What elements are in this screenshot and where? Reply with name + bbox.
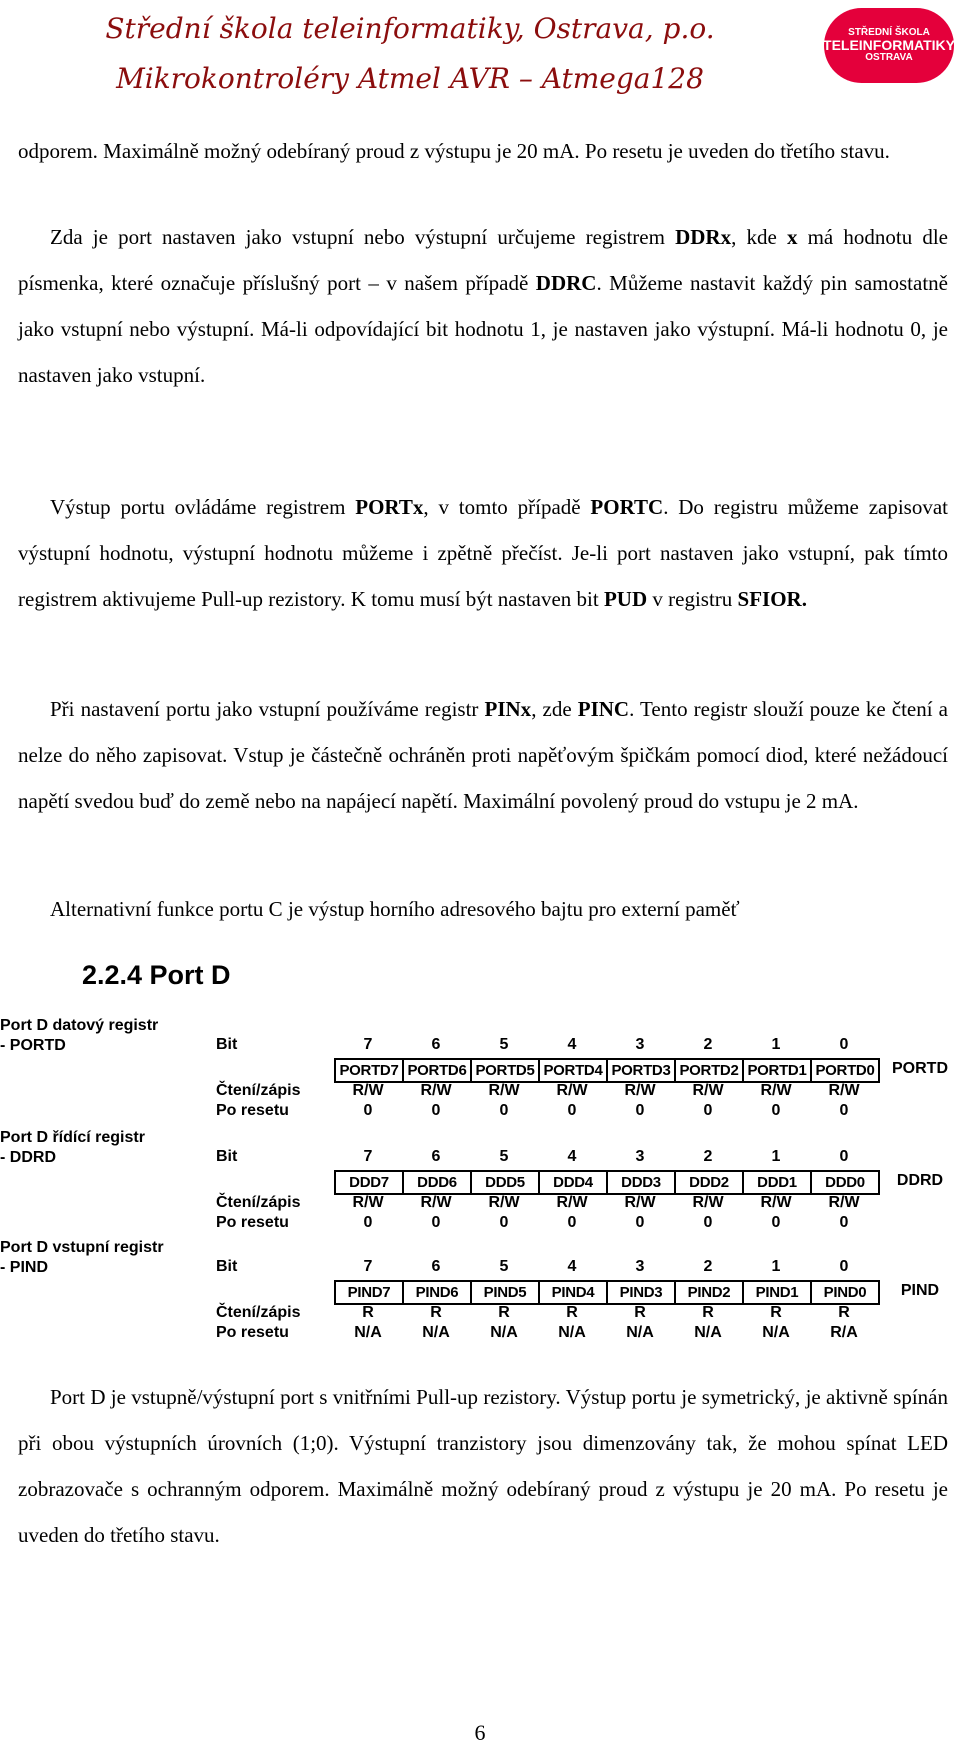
- paragraph-port-d: [18, 1374, 948, 1558]
- header-subject: Mikrokontroléry Atmel AVR – Atmega128: [116, 62, 704, 95]
- bold-term: PORTx: [355, 495, 424, 519]
- bit-name-cell: DDD3: [608, 1172, 676, 1193]
- cell-value: 0: [771, 1214, 781, 1231]
- cell-value: 7: [363, 1148, 373, 1165]
- cell-value: 3: [635, 1036, 645, 1053]
- cell-value: 6: [431, 1148, 441, 1165]
- row-label: Bit: [216, 1148, 238, 1165]
- bit-number-row: [0, 1036, 960, 1056]
- cell-value: 0: [703, 1102, 713, 1119]
- bit-name-cell: PIND3: [608, 1282, 676, 1303]
- cell-value: R/W: [828, 1194, 860, 1211]
- text-run: . Do registru můžeme zapisovat výstupní hodnotu, výstupní hodnotu můžeme i zpětně přečíst. Je-li port nastaven jako vstupní, pak tímto registrem aktivujeme Pull-up rezistory. K tomu musí být nastaven bit: [18, 495, 949, 611]
- bold-term: DDRx: [675, 225, 732, 249]
- register-title: Port D datový registr: [0, 1017, 159, 1034]
- text-run: v registru: [647, 587, 738, 611]
- cell-value: 0: [771, 1102, 781, 1119]
- cell-value: R/W: [624, 1194, 656, 1211]
- cell-value: 0: [363, 1102, 373, 1119]
- bit-name-cell: DDD7: [336, 1172, 404, 1193]
- read-write-row: [0, 1082, 960, 1102]
- text-run: má hodnotu dle písmenka, které označuje příslušný port – v našem případě: [18, 225, 948, 295]
- cell-value: 0: [499, 1214, 509, 1231]
- bit-name-cell: PIND6: [404, 1282, 472, 1303]
- bold-term: SFIOR.: [737, 587, 807, 611]
- bit-name-box: [334, 1170, 880, 1195]
- cell-value: 6: [431, 1258, 441, 1275]
- register-name: PORTD: [892, 1060, 948, 1077]
- bit-number-row: [0, 1148, 960, 1168]
- bit-name-cell: DDD6: [404, 1172, 472, 1193]
- bit-name-cell: PORTD7: [336, 1060, 404, 1081]
- cell-value: 0: [635, 1102, 645, 1119]
- paragraph-text: Alternativní funkce portu C je výstup horního adresového bajtu pro externí paměť: [50, 897, 740, 921]
- register-name: PIND: [900, 1282, 940, 1299]
- cell-value: 7: [363, 1036, 373, 1053]
- reset-value-row: [0, 1324, 960, 1344]
- cell-value: R/A: [830, 1324, 858, 1341]
- text-run: Výstup portu ovládáme registrem: [50, 495, 356, 519]
- text-run: Při nastavení portu jako vstupní používáme registr: [50, 697, 485, 721]
- logo-line-2: TELEINFORMATIKY: [823, 37, 955, 54]
- cell-value: 0: [499, 1102, 509, 1119]
- cell-value: N/A: [762, 1324, 790, 1341]
- bit-name-cell: DDD0: [825, 1174, 865, 1191]
- bold-term: PORTC: [590, 495, 664, 519]
- paragraph-text: [18, 214, 948, 398]
- row-label: Po resetu: [216, 1214, 289, 1231]
- cell-value: 2: [703, 1036, 713, 1053]
- bit-name-cell: DDD2: [676, 1172, 744, 1193]
- text-run: . Tento registr slouží pouze ke čtení a nelze do něho zapisovat. Vstup je částečně ochráněn proti napěťovým špičkám pomocí diod, které nežádoucí napětí svedou buď do země nebo na napájecí napětí. Maximální povolený proud do vstupu je 2 mA.: [18, 697, 948, 813]
- cell-value: R/W: [352, 1194, 384, 1211]
- bit-name-cell: DDD5: [472, 1172, 540, 1193]
- bit-name-cell: DDD1: [744, 1172, 812, 1193]
- row-label: Čtení/zápis: [216, 1194, 301, 1211]
- bit-name-cell: PORTD2: [676, 1060, 744, 1081]
- paragraph-ddr: [18, 214, 948, 398]
- cell-value: N/A: [694, 1324, 722, 1341]
- reset-value-row: [0, 1102, 960, 1122]
- register-title: Port D řídící registr: [0, 1129, 145, 1146]
- cell-value: R: [770, 1304, 782, 1321]
- register-title: Port D vstupní registr: [0, 1239, 164, 1256]
- cell-value: R: [362, 1304, 374, 1321]
- paragraph-text: odporem. Maximálně možný odebíraný proud z výstupu je 20 mA. Po resetu je uveden do třetího stavu.: [18, 139, 890, 163]
- bit-name-cell: PORTD1: [744, 1060, 812, 1081]
- row-label: Čtení/zápis: [216, 1082, 301, 1099]
- cell-value: 6: [431, 1036, 441, 1053]
- register-title-name: - DDRD: [0, 1149, 56, 1166]
- page-header: [0, 0, 960, 110]
- cell-value: R/W: [624, 1082, 656, 1099]
- bit-name-cell: PORTD0: [815, 1062, 875, 1079]
- bit-name-cell: PIND4: [540, 1282, 608, 1303]
- cell-value: R/W: [488, 1082, 520, 1099]
- cell-value: R/W: [692, 1082, 724, 1099]
- cell-value: 0: [839, 1258, 849, 1275]
- cell-value: R/W: [420, 1082, 452, 1099]
- cell-value: R: [498, 1304, 510, 1321]
- cell-value: R/W: [352, 1082, 384, 1099]
- cell-value: N/A: [558, 1324, 586, 1341]
- cell-value: 0: [431, 1214, 441, 1231]
- row-label: Po resetu: [216, 1324, 289, 1341]
- row-label: Bit: [216, 1258, 238, 1275]
- bit-name-cell: PIND5: [472, 1282, 540, 1303]
- cell-value: 0: [703, 1214, 713, 1231]
- bold-term: PINC: [577, 697, 630, 721]
- cell-value: R: [430, 1304, 442, 1321]
- bit-name-cell: PIND0: [823, 1284, 867, 1301]
- cell-value: 4: [567, 1036, 577, 1053]
- bit-name-row: [0, 1170, 960, 1190]
- cell-value: 3: [635, 1148, 645, 1165]
- bit-name-row: [0, 1280, 960, 1300]
- cell-value: 0: [839, 1148, 849, 1165]
- reset-value-row: [0, 1214, 960, 1234]
- text-run: , kde: [731, 225, 787, 249]
- section-heading: 2.2.4 Port D: [82, 960, 231, 990]
- page-number: 6: [474, 1720, 486, 1745]
- cell-value: 7: [363, 1258, 373, 1275]
- bit-name-cell: PIND2: [676, 1282, 744, 1303]
- text-run: . Můžeme nastavit každý pin samostatně jako vstupní nebo výstupní. Má-li odpovídající bit hodnotu 1, je nastaven jako výstupní. Má-li hodnotu 0, je nastaven jako vstupní.: [18, 271, 948, 387]
- row-label: Čtení/zápis: [216, 1304, 301, 1321]
- paragraph-continuation: [18, 128, 948, 174]
- bold-term: x: [786, 225, 798, 249]
- bit-name-box: [334, 1280, 880, 1305]
- cell-value: R/W: [692, 1194, 724, 1211]
- text-run: Zda je port nastaven jako vstupní nebo výstupní určujeme registrem: [50, 225, 676, 249]
- cell-value: R/W: [760, 1194, 792, 1211]
- cell-value: 2: [703, 1148, 713, 1165]
- cell-value: 0: [567, 1214, 577, 1231]
- row-label: Po resetu: [216, 1102, 289, 1119]
- cell-value: 0: [363, 1214, 373, 1231]
- text-run: , v tomto případě: [423, 495, 591, 519]
- cell-value: 4: [567, 1258, 577, 1275]
- bit-name-cell: DDD4: [540, 1172, 608, 1193]
- paragraph-text: [18, 484, 948, 622]
- cell-value: R/W: [420, 1194, 452, 1211]
- bit-name-cell: PORTD4: [540, 1060, 608, 1081]
- bit-name-cell: PORTD6: [404, 1060, 472, 1081]
- cell-value: R/W: [828, 1082, 860, 1099]
- cell-value: R/W: [556, 1082, 588, 1099]
- cell-value: R: [566, 1304, 578, 1321]
- bit-name-cell: PIND1: [744, 1282, 812, 1303]
- paragraph-alternative: [18, 886, 948, 932]
- cell-value: N/A: [490, 1324, 518, 1341]
- row-label: Bit: [216, 1036, 238, 1053]
- paragraph-pin: [18, 686, 948, 824]
- bold-term: PINx: [484, 697, 532, 721]
- cell-value: 2: [703, 1258, 713, 1275]
- cell-value: 0: [839, 1036, 849, 1053]
- cell-value: R/W: [488, 1194, 520, 1211]
- logo-line-1: STŘEDNÍ ŠKOLA: [848, 26, 930, 38]
- cell-value: R/W: [556, 1194, 588, 1211]
- bit-name-cell: PIND7: [336, 1282, 404, 1303]
- bit-number-row: [0, 1258, 960, 1278]
- bold-term: PUD: [603, 587, 648, 611]
- school-logo: [824, 8, 954, 83]
- paragraph-port: [18, 484, 948, 622]
- cell-value: 5: [499, 1036, 509, 1053]
- bit-name-box: [334, 1058, 880, 1083]
- bit-name-cell: PORTD5: [472, 1060, 540, 1081]
- cell-value: 0: [431, 1102, 441, 1119]
- cell-value: 0: [839, 1102, 849, 1119]
- cell-value: 1: [771, 1258, 781, 1275]
- cell-value: N/A: [626, 1324, 654, 1341]
- register-title-name: - PIND: [0, 1259, 48, 1276]
- cell-value: R/W: [760, 1082, 792, 1099]
- cell-value: R: [634, 1304, 646, 1321]
- cell-value: 5: [499, 1258, 509, 1275]
- read-write-row: [0, 1194, 960, 1214]
- cell-value: 1: [771, 1148, 781, 1165]
- read-write-row: [0, 1304, 960, 1324]
- logo-line-3: OSTRAVA: [865, 51, 913, 63]
- bold-term: DDRC: [535, 271, 597, 295]
- bit-name-cell: PORTD3: [608, 1060, 676, 1081]
- cell-value: N/A: [422, 1324, 450, 1341]
- cell-value: 1: [771, 1036, 781, 1053]
- cell-value: 5: [499, 1148, 509, 1165]
- cell-value: 0: [839, 1214, 849, 1231]
- paragraph-text: [18, 686, 948, 824]
- paragraph-text: Port D je vstupně/výstupní port s vnitřními Pull-up rezistory. Výstup portu je symetrický, je aktivně spínán při obou výstupních úrovních (1;0). Výstupní tranzistory jsou dimenzovány tak, že mohou spínat LED zobrazovače s ochranným odporem. Maximálně možný odebíraný proud z výstupu je 20 mA. Po resetu je uveden do třetího stavu.: [18, 1385, 948, 1547]
- cell-value: R: [702, 1304, 714, 1321]
- cell-value: 0: [635, 1214, 645, 1231]
- register-title-name: - PORTD: [0, 1037, 66, 1054]
- cell-value: R: [838, 1304, 850, 1321]
- cell-value: N/A: [354, 1324, 382, 1341]
- header-school-name: Střední škola teleinformatiky, Ostrava, p.o.: [105, 12, 715, 45]
- register-name: DDRD: [896, 1172, 944, 1189]
- bit-name-row: [0, 1058, 960, 1078]
- cell-value: 4: [567, 1148, 577, 1165]
- cell-value: 3: [635, 1258, 645, 1275]
- text-run: , zde: [531, 697, 578, 721]
- cell-value: 0: [567, 1102, 577, 1119]
